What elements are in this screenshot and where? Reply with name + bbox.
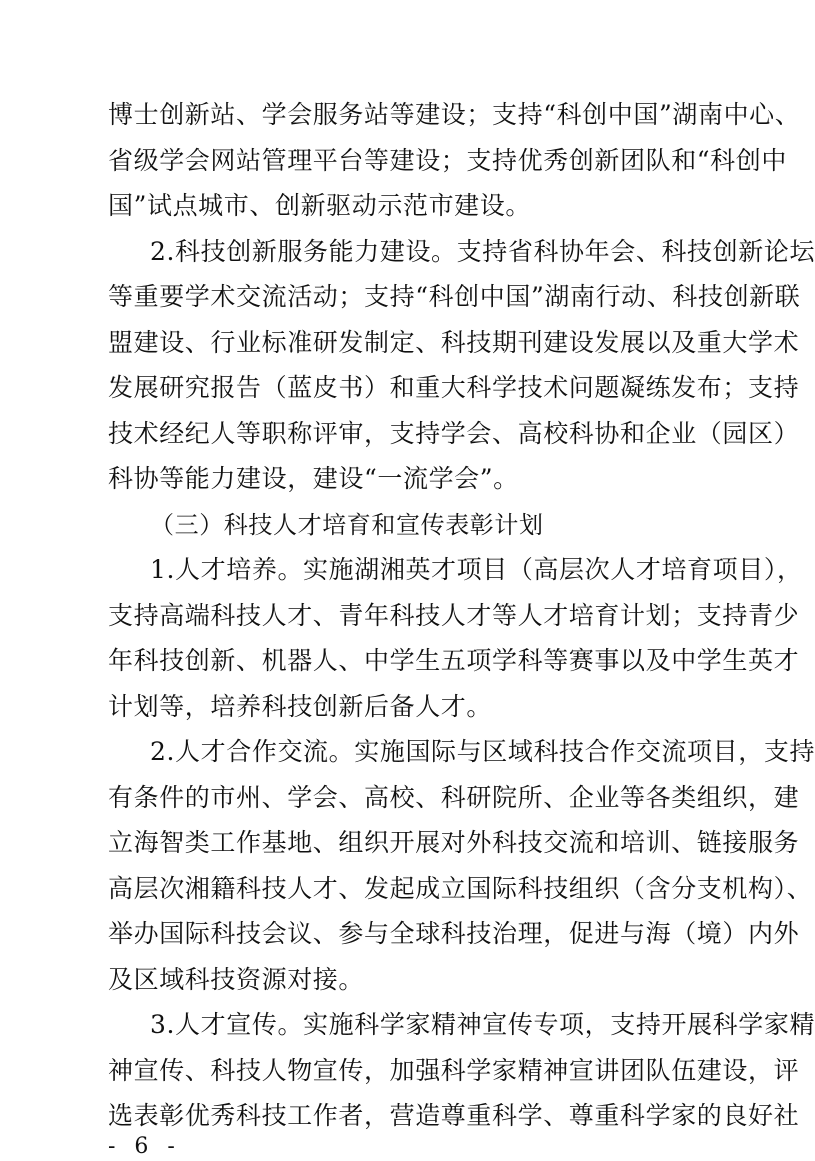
paragraph-line: 科协等能力建设，建设“一流学会”。 [108,464,519,493]
paragraph-line: 选表彰优秀科技工作者，营造尊重科学、尊重科学家的良好社 [108,1101,800,1130]
paragraph-line: 发展研究报告（蓝皮书）和重大科学技术问题凝练发布；支持 [108,373,800,402]
paragraph-line: 国”试点城市、创新驱动示范市建设。 [108,191,531,220]
section-heading: （三）科技人才培育和宣传表彰计划 [150,510,544,539]
paragraph-line: 及区域科技资源对接。 [108,964,365,994]
paragraph-line: 等重要学术交流活动；支持“科创中国”湖南行动、科技创新联 [108,282,801,311]
paragraph-line: 年科技创新、机器人、中学生五项学科等赛事以及中学生英才 [108,646,800,675]
paragraph-line: 博士创新站、学会服务站等建设；支持“科创中国”湖南中心、 [108,100,801,129]
paragraph-line: 2.科技创新服务能力建设。支持省科协年会、科技创新论坛 [150,236,815,266]
paragraph-line: 高层次湘籍科技人才、发起成立国际科技组织（含分支机构）、 [108,873,813,903]
paragraph-line: 有条件的市州、学会、高校、科研院所、企业等各类组织，建 [108,782,800,812]
paragraph-line: 2.人才合作交流。实施国际与区域科技合作交流项目，支持 [150,737,815,766]
paragraph-line: 3.人才宣传。实施科学家精神宣传专项，支持开展科学家精 [150,1010,815,1039]
paragraph-line: 盟建设、行业标准研发制定、科技期刊建设发展以及重大学术 [108,327,800,357]
paragraph-line: 技术经纪人等职称评审，支持学会、高校科协和企业（园区） [108,418,800,448]
page-number: - 6 - [108,1133,181,1159]
paragraph-line: 立海智类工作基地、组织开展对外科技交流和培训、链接服务 [108,828,800,857]
paragraph-line: 支持高端科技人才、青年科技人才等人才培育计划；支持青少 [108,600,800,630]
paragraph-line: 举办国际科技会议、参与全球科技治理，促进与海（境）内外 [108,919,800,948]
paragraph-line: 神宣传、科技人物宣传，加强科学家精神宣讲团队伍建设，评 [108,1055,800,1085]
paragraph-line: 1.人才培养。实施湖湘英才项目（高层次人才培育项目）， [150,555,803,584]
paragraph-line: 计划等，培养科技创新后备人才。 [108,691,493,721]
paragraph-line: 省级学会网站管理平台等建设；支持优秀创新团队和“科创中 [108,145,787,175]
